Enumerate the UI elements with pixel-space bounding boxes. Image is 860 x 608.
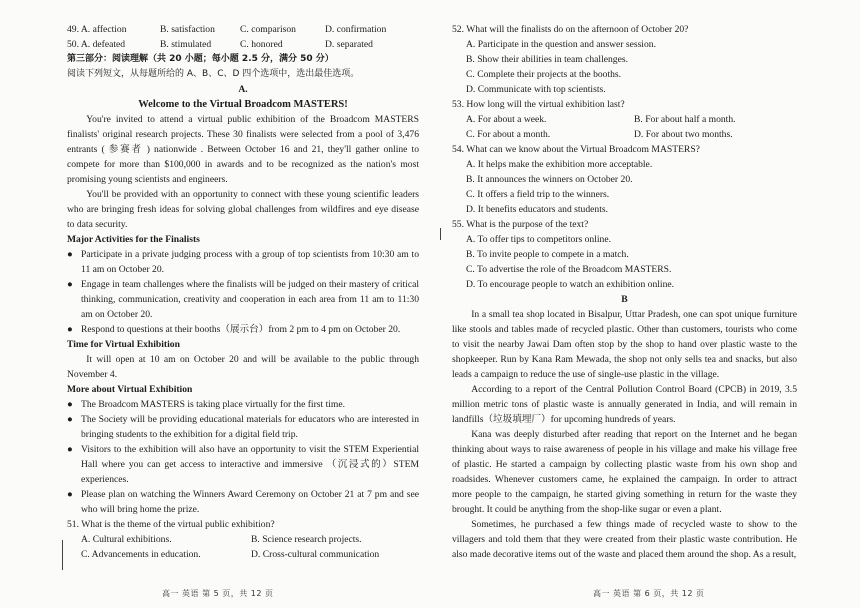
paragraph: You'll be provided with an opportunity to connect with these young scientific leaders who are bringing fresh ideas for solving global challenges from wildfires and eye disease to data security. xyxy=(67,189,419,230)
bullet-text: Respond to questions at their booths（展示台）from 2 pm to 4 pm on October 20. xyxy=(81,324,401,335)
margin-mark xyxy=(62,540,63,570)
paragraph: Sometimes, he purchased a few things made of recycled waste to show to the villagers and told them that they were created from their plastic waste contribution. He also made decorative items out of the waste and placed them around the shop. As a result, xyxy=(452,519,797,560)
part3-header: 第三部分：阅读理解（共 20 小题；每小题 2.5 分，满分 50 分） xyxy=(67,54,334,64)
option: D. separated xyxy=(325,39,373,50)
question-text: What will the finalists do on the afternoon of October 20? xyxy=(466,24,689,35)
bullet-item xyxy=(67,487,419,517)
option: B. To invite people to compete in a match. xyxy=(466,249,629,260)
question-number: 52. xyxy=(452,24,464,35)
options-row xyxy=(452,112,797,127)
options-row-49 xyxy=(67,22,419,37)
option: B. It announces the winners on October 20. xyxy=(466,174,633,185)
option: D. It benefits educators and students. xyxy=(466,204,609,215)
option: D. For about two months. xyxy=(634,129,733,140)
option: D. confirmation xyxy=(325,24,387,35)
question-52 xyxy=(452,22,797,37)
bullet-text: The Broadcom MASTERS is taking place virtually for the first time. xyxy=(81,399,346,410)
option: 49. A. affection xyxy=(67,24,127,35)
question-53: 53. How long will the virtual exhibition last? xyxy=(452,99,625,110)
bullet-icon: ● xyxy=(67,399,73,410)
paragraph: Kana was deeply disturbed after reading that report on the Internet and he began thinking about ways to raise awareness of people in his village and make his village free of plastic. He started a campaign by collecting plastic waste from his own shop and roadsides. Whenever customers came, he explained the campaign. In order to attract more people to the campaign, he started giving something in return for the waste they brought. It could be anything from the shop-like sugar or even a plant. xyxy=(452,429,797,515)
options-row-50 xyxy=(67,37,419,52)
option: C. Complete their projects at the booths. xyxy=(466,69,622,80)
option: B. Show their abilities in team challenges. xyxy=(466,54,628,65)
option: B. For about half a month. xyxy=(634,114,736,125)
question-54: 54. What can we know about the Virtual Broadcom MASTERS? xyxy=(452,144,700,155)
bullet-icon: ● xyxy=(67,444,73,455)
bullet-item xyxy=(67,322,419,337)
bullet-icon: ● xyxy=(67,279,73,290)
page-footer-right: 高一 英语 第 6 页，共 12 页 xyxy=(593,589,705,598)
options-row xyxy=(67,532,419,547)
option: 50. A. defeated xyxy=(67,39,126,50)
section-heading: Major Activities for the Finalists xyxy=(67,234,200,245)
option: D. To encourage people to watch an exhibition online. xyxy=(466,279,675,290)
page-footer-left: 高一 英语 第 5 页，共 12 页 xyxy=(162,589,274,598)
bullet-icon: ● xyxy=(67,489,73,500)
option: C. To advertise the role of the Broadcom MASTERS. xyxy=(466,264,672,275)
section-b-label: B xyxy=(621,294,628,305)
paragraph: According to a report of the Central Pollution Control Board (CPCB) in 2019, 3.5 million metric tons of plastic waste is annually generated in India, and will remain in landfills（垃圾填埋厂）for upcoming hundreds of years. xyxy=(452,384,797,425)
option: C. For about a month. xyxy=(466,129,551,140)
bullet-item xyxy=(67,442,419,487)
option: C. Advancements in education. xyxy=(81,549,201,560)
bullet-text: Engage in team challenges where the finalists will be judged on their mastery of critical thinking, communication, creativity and cooperation in each area from 11 am to 11:30 am on October 20. xyxy=(81,279,419,320)
option: A. Participate in the question and answer session. xyxy=(466,39,656,50)
paragraph: It will open at 10 am on October 20 and will be available to the public through November 4. xyxy=(67,354,419,380)
option: B. satisfaction xyxy=(160,24,215,35)
bullet-text: Please plan on watching the Winners Award Ceremony on October 21 at 7 pm and see who will bring home the prize. xyxy=(81,489,419,515)
bullet-item xyxy=(67,247,419,277)
options-row xyxy=(67,547,419,562)
bullet-item xyxy=(67,277,419,322)
option: A. Cultural exhibitions. xyxy=(81,534,172,545)
paragraph: In a small tea shop located in Bisalpur, Uttar Pradesh, one can spot unique furniture like stools and tables made of recycled plastic. Other than customers, tourists who come to visit the nearby Jawai Dam often stop by the shop to hand over plastic waste to the shopkeeper. Run by Kana Ram Mewada, the shop not only sells tea and snacks, but also leads a campaign to reduce the use of single-use plastic in the village. xyxy=(452,309,797,380)
bullet-icon: ● xyxy=(67,324,73,335)
bullet-item xyxy=(67,412,419,442)
question-55: 55. What is the purpose of the text? xyxy=(452,219,589,230)
part3-instruction: 阅读下列短文，从每题所给的 A、B、C、D 四个选项中，选出最佳选项。 xyxy=(67,69,360,79)
passage-title: Welcome to the Virtual Broadcom MASTERS! xyxy=(138,99,348,110)
option: A. It helps make the exhibition more acceptable. xyxy=(466,159,653,170)
option: D. Communicate with top scientists. xyxy=(466,84,606,95)
option: B. stimulated xyxy=(160,39,212,50)
option: C. It offers a field trip to the winners. xyxy=(466,189,610,200)
option: C. honored xyxy=(240,39,283,50)
bullet-text: Visitors to the exhibition will also have an opportunity to visit the STEM Experiential Hall where you can get access to interactive and immersive （沉浸式的）STEM experiences. xyxy=(81,444,419,485)
paragraph: You're invited to attend a virtual public exhibition of the Broadcom MASTERS finalists' original research projects. These 30 finalists were selected from a pool of 3,476 entrants ( 参赛者 ) nationwide . Between October 16 and 21, they'll gather online to compete for more than $100,000 in awards and to be recognized as the nation's most promising young scientists and engineers. xyxy=(67,114,419,185)
option: D. Cross-cultural communication xyxy=(251,549,380,560)
option: B. Science research projects. xyxy=(251,534,362,545)
option: A. For about a week. xyxy=(466,114,547,125)
section-heading: Time for Virtual Exhibition xyxy=(67,339,180,350)
section-a-label: A. xyxy=(238,84,248,95)
bullet-icon: ● xyxy=(67,249,73,260)
bullet-item xyxy=(67,397,419,412)
section-heading: More about Virtual Exhibition xyxy=(67,384,193,395)
question-51: 51. What is the theme of the virtual public exhibition? xyxy=(67,519,275,530)
right-column xyxy=(452,22,797,562)
left-column xyxy=(67,22,419,562)
option: C. comparison xyxy=(240,24,296,35)
margin-mark xyxy=(440,228,441,240)
option: A. To offer tips to competitors online. xyxy=(466,234,611,245)
bullet-text: Participate in a private judging process with a group of top scientists from 10:30 am to 11 am on October 20. xyxy=(81,249,419,275)
bullet-icon: ● xyxy=(67,414,73,425)
options-row xyxy=(452,127,797,142)
bullet-text: The Society will be providing educational materials for educators who are interested in bringing students to the exhibition for a digital field trip. xyxy=(81,414,419,440)
